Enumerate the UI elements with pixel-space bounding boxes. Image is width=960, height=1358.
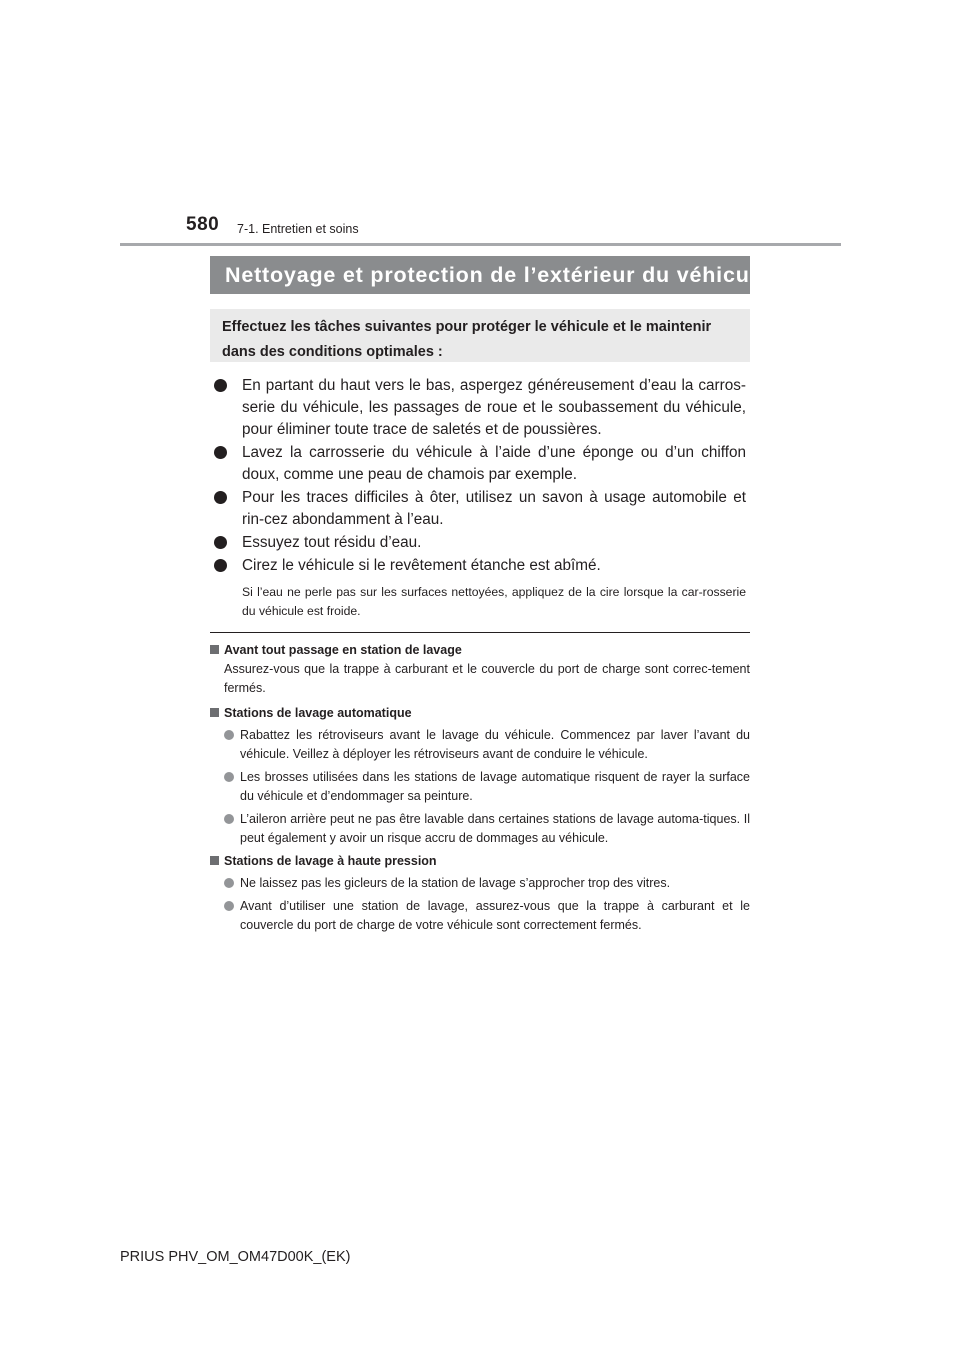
- note-bullet-text: L’aileron arrière peut ne pas être lavable dans certaines stations de lavage automa-tiques. Il peut également y avoir un risque accru de dommages au véhicule.: [240, 812, 750, 845]
- note-bullet-text: Avant d’utiliser une station de lavage, assurez-vous que la trappe à carburant et le couvercle du port de charge de votre véhicule sont correctement fermés.: [240, 899, 750, 932]
- note-heading-text: Stations de lavage à haute pression: [224, 854, 437, 868]
- bullet-icon: [224, 878, 234, 888]
- page-number: 580: [186, 214, 220, 235]
- footer-document-code: PRIUS PHV_OM_OM47D00K_(EK): [120, 1249, 351, 1265]
- bullet-icon: [214, 491, 227, 504]
- list-item-text: Pour les traces difficiles à ôter, utilisez un savon à usage automobile et rin-cez abondamment à l’eau.: [242, 489, 746, 528]
- note-bullet-text: Rabattez les rétroviseurs avant le lavage du véhicule. Commencez par laver l’avant du véhicule. Veillez à déployer les rétroviseurs avant de conduire le véhicule.: [240, 728, 750, 761]
- list-item: [213, 375, 746, 441]
- note-bullet: [210, 874, 750, 893]
- bullet-icon: [214, 536, 227, 549]
- main-procedure-list: [213, 375, 746, 621]
- note-bullet: [210, 768, 750, 806]
- bullet-icon: [214, 559, 227, 572]
- intro-box: [210, 309, 750, 362]
- square-bullet-icon: [210, 645, 219, 654]
- note-heading: [210, 641, 750, 660]
- list-item-text: Cirez le véhicule si le revêtement étanche est abîmé.: [242, 557, 601, 574]
- bullet-icon: [224, 814, 234, 824]
- notes-divider: [210, 632, 750, 633]
- note-heading: [210, 852, 750, 871]
- list-item: [213, 555, 746, 577]
- list-item: [213, 442, 746, 486]
- list-item-text: Essuyez tout résidu d’eau.: [242, 534, 422, 551]
- note-heading: [210, 704, 750, 723]
- note-bullet: [210, 726, 750, 764]
- note-heading-text: Stations de lavage automatique: [224, 706, 412, 720]
- wax-note: Si l’eau ne perle pas sur les surfaces nettoyées, appliquez de la cire lorsque la car-rosserie du véhicule est froide.: [242, 585, 746, 618]
- square-bullet-icon: [210, 708, 219, 717]
- bullet-icon: [224, 730, 234, 740]
- bullet-icon: [214, 379, 227, 392]
- list-item: [213, 532, 746, 554]
- note-heading-text: Avant tout passage en station de lavage: [224, 643, 462, 657]
- header-divider: [120, 243, 841, 246]
- notes-section: [210, 641, 750, 939]
- note-bullet: [210, 810, 750, 848]
- page-title: Nettoyage et protection de l’extérieur du véhicule: [225, 262, 770, 287]
- intro-text: Effectuez les tâches suivantes pour protéger le véhicule et le maintenir dans des conditions optimales :: [222, 319, 712, 360]
- bullet-icon: [224, 901, 234, 911]
- bullet-icon: [224, 772, 234, 782]
- list-item-text: Lavez la carrosserie du véhicule à l’aide d’une éponge ou d’un chiffon doux, comme une peau de chamois par exemple.: [242, 444, 746, 483]
- bullet-icon: [214, 446, 227, 459]
- note-bullet-text: Les brosses utilisées dans les stations de lavage automatique risquent de rayer la surface du véhicule et d’endommager sa peinture.: [240, 770, 750, 803]
- square-bullet-icon: [210, 856, 219, 865]
- list-item-text: En partant du haut vers le bas, aspergez généreusement d’eau la carros-serie du véhicule, les passages de roue et le soubassement du véhicule, pour éliminer toute trace de saletés et de poussières.: [242, 377, 746, 438]
- note-bullet: [210, 897, 750, 935]
- list-item: [213, 487, 746, 531]
- title-bar: [210, 256, 770, 294]
- note-bullet-text: Ne laissez pas les gicleurs de la station de lavage s’approcher trop des vitres.: [240, 876, 671, 890]
- section-reference: 7-1. Entretien et soins: [237, 222, 359, 236]
- note-text: Assurez-vous que la trappe à carburant et le couvercle du port de charge sont correc-tement fermés.: [224, 662, 750, 695]
